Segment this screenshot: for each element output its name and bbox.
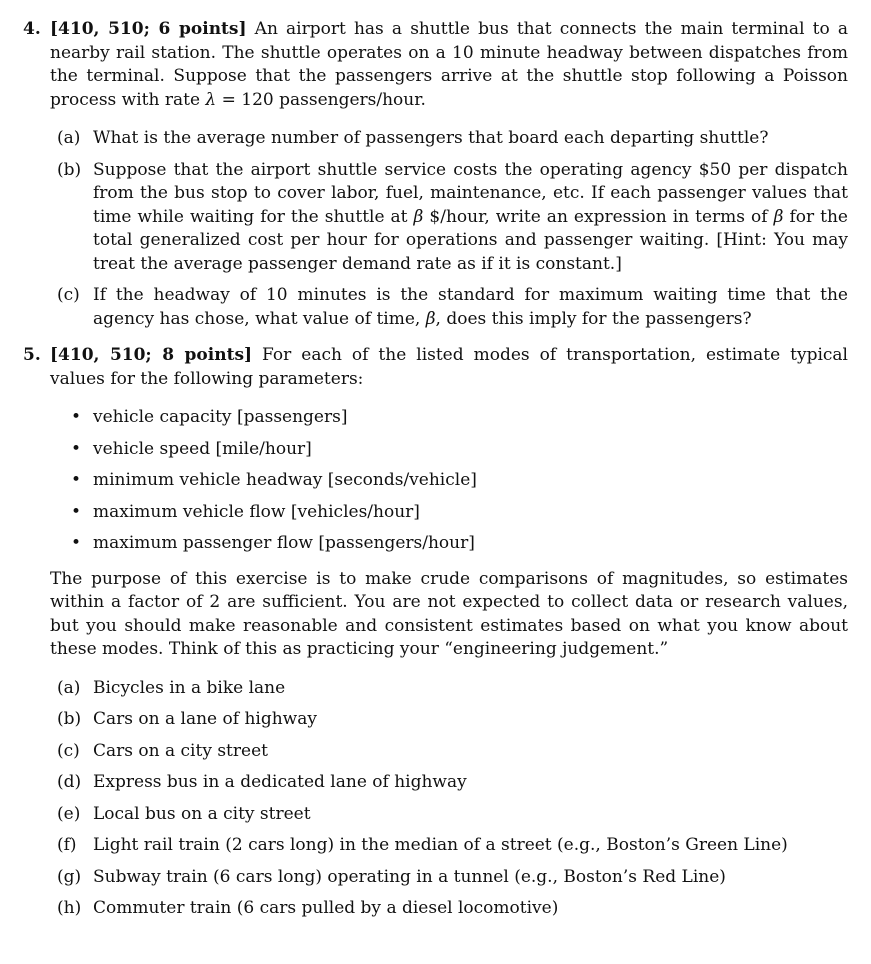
list-item: (a) Bicycles in a bike lane (57, 677, 286, 698)
bullet-icon: • (71, 407, 82, 427)
problem-5-number: 5. (23, 345, 41, 365)
list-item: • minimum vehicle headway [seconds/vehicle] (23, 469, 848, 493)
problem-4-part-a: (a) What is the average number of passengers that board each departing shuttle? (57, 128, 769, 148)
bullet-icon: • (71, 470, 82, 490)
problem-5-header: [410, 510; 8 points] (50, 345, 253, 365)
problem-4-part-c: (c) If the headway of 10 minutes is the standard for maximum waiting time that the agency has chose, what value of time, β, does this imply for the passengers? (57, 285, 848, 329)
list-item: (b) Cars on a lane of highway (57, 709, 317, 729)
beta-symbol: β (425, 308, 436, 329)
bullet-icon: • (71, 533, 82, 553)
problem-4-header: [410, 510; 6 points] (50, 19, 247, 39)
list-item: (g) Subway train (6 cars long) operating in a tunnel (e.g., Boston’s Red Line) (57, 866, 726, 887)
list-item: • vehicle capacity [passengers] (23, 406, 848, 430)
problem-4-parts (23, 127, 848, 331)
problem-4-intro: [410, 510; 6 points] An airport has a shuttle bus that connects the main terminal to a nearby rail station. The shuttle operates on a 10 minute headway between dispatches from the terminal. Suppose that the passengers arrive at the shuttle stop following a Poisson process with rate λ = 120 passengers/hour. (50, 19, 848, 110)
list-item: (f) Light rail train (2 cars long) in the median of a street (e.g., Boston’s Green Line) (57, 835, 788, 855)
problem-5 (23, 344, 848, 921)
modes-list (23, 677, 848, 921)
list-item: (h) Commuter train (6 cars pulled by a diesel locomotive) (57, 898, 559, 918)
purpose-paragraph: The purpose of this exercise is to make crude comparisons of magnitudes, so estimates within a factor of 2 are sufficient. You are not expected to collect data or research values, but you should make reasonable and consistent estimates based on what you know about these modes. Think of this as practicing your “engineering judgement.” (50, 568, 848, 659)
list-item: (d) Express bus in a dedicated lane of highway (57, 772, 467, 792)
problem-4-number: 4. (23, 19, 41, 39)
list-item: • maximum passenger flow [passengers/hour] (23, 532, 848, 556)
problem-4 (23, 18, 848, 331)
bullet-icon: • (71, 501, 82, 522)
parameter-list (23, 406, 848, 556)
list-item: (c) Cars on a city street (57, 740, 268, 761)
list-item: • vehicle speed [mile/hour] (23, 438, 848, 462)
list-item: • maximum vehicle flow [vehicles/hour] (23, 501, 848, 525)
bullet-icon: • (71, 438, 82, 459)
problem-4-part-b: (b) Suppose that the airport shuttle service costs the operating agency $50 per dispatch from the bus stop to cover labor, fuel, maintenance, etc. If each passenger values that time while waiting for the shuttle at β $/hour, write an expression in terms of β for the total generalized cost per hour for operations and passenger waiting. [Hint: You may treat the average passenger demand rate as if it is constant.] (57, 159, 848, 274)
problem-5-intro: [410, 510; 8 points] For each of the listed modes of transportation, estimate typical values for the following parameters: (50, 345, 848, 389)
beta-symbol: β (773, 206, 784, 227)
beta-symbol: β (413, 206, 424, 227)
list-item: (e) Local bus on a city street (57, 803, 311, 824)
lambda-symbol: λ (205, 89, 217, 110)
